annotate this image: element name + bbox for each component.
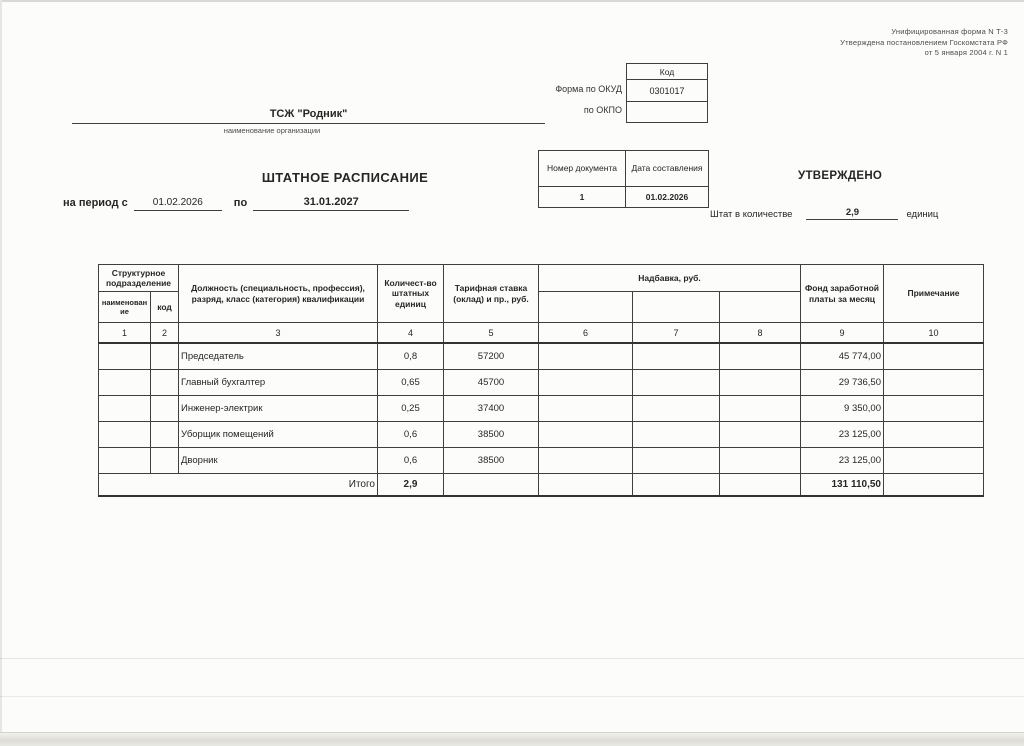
count-cell: 0,8 <box>378 343 444 370</box>
empty-cell <box>720 474 801 497</box>
count-cell: 0,25 <box>378 396 444 422</box>
table-row <box>99 422 984 448</box>
position-cell: Уборщик помещений <box>179 422 378 448</box>
allowance-cell <box>633 343 720 370</box>
empty-cell <box>633 474 720 497</box>
column-numbers-row <box>99 323 984 344</box>
allowance-subcell-2 <box>633 292 720 323</box>
col-number: 6 <box>539 323 633 344</box>
note-cell <box>884 448 984 474</box>
position-cell: Дворник <box>179 448 378 474</box>
scan-edge-left <box>0 0 2 745</box>
rate-cell: 38500 <box>444 448 539 474</box>
col-number: 7 <box>633 323 720 344</box>
okpo-code-value <box>627 102 708 123</box>
unit-name-cell <box>99 422 151 448</box>
form-reference <box>840 27 1008 59</box>
total-fund: 131 110,50 <box>801 474 884 497</box>
doc-date-value: 01.02.2026 <box>626 187 709 208</box>
organization-caption: наименование организации <box>223 126 321 135</box>
allowance-subcell-3 <box>720 292 801 323</box>
allowance-cell <box>633 396 720 422</box>
allowance-cell <box>720 422 801 448</box>
allowance-cell <box>720 448 801 474</box>
allowance-cell <box>633 422 720 448</box>
col-number: 10 <box>884 323 984 344</box>
unit-code-cell <box>151 422 179 448</box>
unit-name-cell <box>99 343 151 370</box>
allowance-cell <box>539 448 633 474</box>
rate-cell: 37400 <box>444 396 539 422</box>
fund-cell: 29 736,50 <box>801 370 884 396</box>
allowance-cell <box>633 448 720 474</box>
period-line <box>63 189 409 211</box>
rate-cell: 45700 <box>444 370 539 396</box>
doc-number-value: 1 <box>539 187 626 208</box>
col-number: 2 <box>151 323 179 344</box>
fund-cell: 45 774,00 <box>801 343 884 370</box>
form-ref-line-2: Утверждена постановлением Госкомстата РФ <box>840 37 1008 47</box>
staffing-table <box>98 264 984 497</box>
unit-code-cell <box>151 396 179 422</box>
fund-cell: 23 125,00 <box>801 422 884 448</box>
empty-cell <box>539 474 633 497</box>
doc-date-label: Дата составления <box>626 151 709 187</box>
table-row <box>99 396 984 422</box>
total-count: 2,9 <box>378 474 444 497</box>
table-row <box>99 448 984 474</box>
doc-number-label: Номер документа <box>539 151 626 187</box>
header-position: Должность (специальность, профессия), разряд, класс (категория) квалификации <box>179 265 378 323</box>
total-label: Итого <box>99 474 378 497</box>
allowance-subcell-1 <box>539 292 633 323</box>
unit-name-cell <box>99 448 151 474</box>
okpo-label: по ОКПО <box>583 105 622 115</box>
organization-name: ТСЖ "Родник" <box>269 108 348 120</box>
allowance-cell <box>633 370 720 396</box>
form-ref-line-1: Унифицированная форма N Т-3 <box>891 27 1008 36</box>
allowance-cell <box>539 396 633 422</box>
header-structural-code: код <box>151 292 179 323</box>
code-box-header: Код <box>627 64 708 80</box>
scan-edge-top <box>0 0 1024 2</box>
empty-cell <box>884 474 984 497</box>
unit-name-cell <box>99 396 151 422</box>
allowance-cell <box>539 422 633 448</box>
note-cell <box>884 370 984 396</box>
allowance-cell <box>539 370 633 396</box>
code-box <box>626 63 708 123</box>
empty-cell <box>444 474 539 497</box>
note-cell <box>884 343 984 370</box>
document-number-box <box>538 150 709 208</box>
table-row <box>99 343 984 370</box>
form-ref-line-3: от 5 января 2004 г. N 1 <box>924 48 1008 57</box>
header-structural: Структурное подразделение <box>99 265 179 292</box>
allowance-cell <box>720 370 801 396</box>
staff-count-suffix: единиц <box>906 209 939 220</box>
allowance-cell <box>539 343 633 370</box>
rate-cell: 38500 <box>444 422 539 448</box>
period-conjunction: по <box>233 197 248 209</box>
staff-count-line <box>710 203 938 220</box>
staff-count-prefix: Штат в количестве <box>710 209 793 220</box>
header-structural-name: наименование <box>99 292 151 323</box>
staff-count-value: 2,9 <box>806 207 898 220</box>
col-number: 3 <box>179 323 378 344</box>
allowance-cell <box>720 343 801 370</box>
header-count: Количест-во штатных единиц <box>378 265 444 323</box>
table-row <box>99 370 984 396</box>
header-allowance: Надбавка, руб. <box>539 265 801 292</box>
fund-cell: 23 125,00 <box>801 448 884 474</box>
count-cell: 0,6 <box>378 422 444 448</box>
unit-code-cell <box>151 448 179 474</box>
okud-code-value: 0301017 <box>627 80 708 102</box>
total-row <box>99 474 984 497</box>
period-to-date: 31.01.2027 <box>253 196 409 211</box>
col-number: 9 <box>801 323 884 344</box>
col-number: 1 <box>99 323 151 344</box>
scan-artifact-line <box>0 658 1024 659</box>
scan-artifact-line <box>0 696 1024 697</box>
note-cell <box>884 422 984 448</box>
header-rate: Тарифная ставка (оклад) и пр., руб. <box>444 265 539 323</box>
position-cell: Инженер-электрик <box>179 396 378 422</box>
count-cell: 0,6 <box>378 448 444 474</box>
header-note: Примечание <box>884 265 984 323</box>
col-number: 4 <box>378 323 444 344</box>
col-number: 8 <box>720 323 801 344</box>
col-number: 5 <box>444 323 539 344</box>
note-cell <box>884 396 984 422</box>
unit-name-cell <box>99 370 151 396</box>
unit-code-cell <box>151 370 179 396</box>
header-fund: Фонд заработной платы за месяц <box>801 265 884 323</box>
rate-cell: 57200 <box>444 343 539 370</box>
approved-stamp: УТВЕРЖДЕНО <box>798 170 883 182</box>
fund-cell: 9 350,00 <box>801 396 884 422</box>
document-title: ШТАТНОЕ РАСПИСАНИЕ <box>261 170 429 185</box>
period-from-date: 01.02.2026 <box>134 197 222 211</box>
position-cell: Главный бухгалтер <box>179 370 378 396</box>
organization-name-line <box>72 104 545 124</box>
scan-artifact-band <box>0 732 1024 746</box>
okud-label: Форма по ОКУД <box>555 84 622 94</box>
period-prefix: на период с <box>63 197 128 209</box>
count-cell: 0,65 <box>378 370 444 396</box>
position-cell: Председатель <box>179 343 378 370</box>
allowance-cell <box>720 396 801 422</box>
unit-code-cell <box>151 343 179 370</box>
